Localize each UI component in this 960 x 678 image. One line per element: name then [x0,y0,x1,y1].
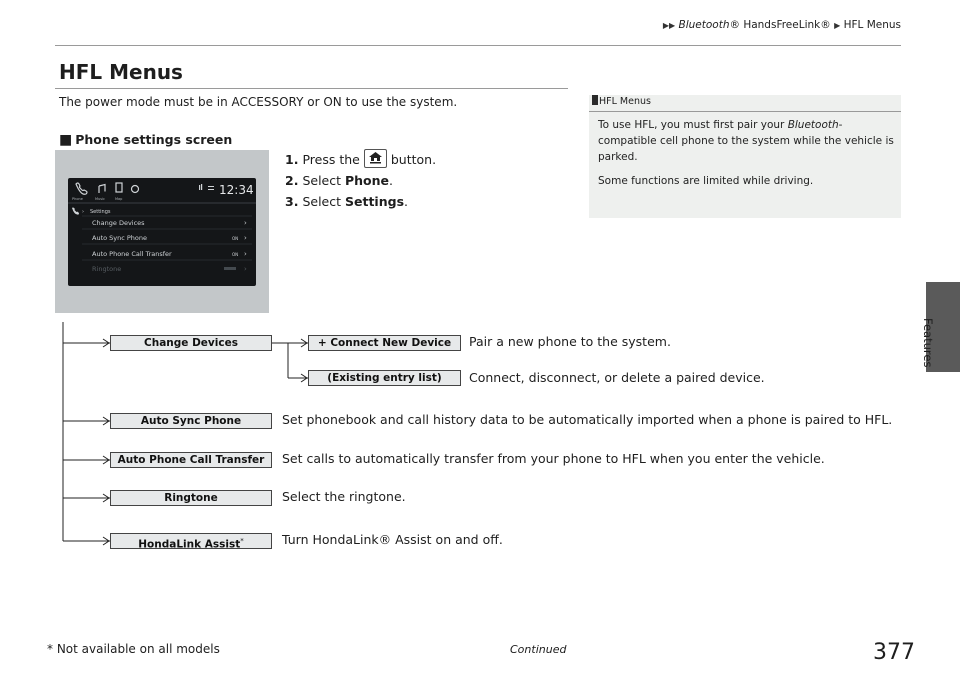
page-title: HFL Menus [59,60,183,84]
intro-text: The power mode must be in ACCESSORY or ON to use the system. [59,95,458,109]
auto-phone-call-transfer-desc: Set calls to automatically transfer from your phone to HFL when you enter the vehicle. [282,451,825,466]
step-number: 3. [285,194,299,209]
square-bullet-icon: ■ [59,132,73,148]
step-text: Select [302,194,342,209]
step-text: . [404,194,408,209]
connect-new-device-label: + Connect New Device [308,335,461,351]
hondalink-assist-desc: Turn HondaLink® Assist on and off. [282,532,503,547]
arrow-icon: ▶ [834,21,841,30]
existing-entry-list-desc: Connect, disconnect, or delete a paired device. [469,370,765,385]
screen-row-label: Auto Phone Call Transfer [92,250,172,258]
svg-text:›: › [244,250,247,258]
sidenote-paragraph-2: Some functions are limited while driving. [598,175,814,187]
sidenote-paragraph-1: To use HFL, you must first pair your Bluetooth-compatible cell phone to the system while the vehicle is parked. [598,119,894,163]
double-arrow-icon: ▶▶ [662,21,676,30]
screen-row-state: ON [232,252,239,257]
clock-text: 12:34 [219,183,254,197]
nav-label-music: Music [95,197,105,201]
existing-entry-list-label: (Existing entry list) [308,370,461,386]
sidenote-title-text: HFL Menus [599,96,651,107]
step-text: button. [390,152,437,167]
auto-sync-phone-desc: Set phonebook and call history data to be automatically imported when a phone is paired to HFL. [282,412,893,427]
breadcrumb-hfl-menus: HFL Menus [843,19,901,31]
svg-text:›: › [244,265,247,273]
hondalink-assist-label: HondaLink Assist* [110,533,272,549]
section-tab-label: Features [921,318,935,368]
ringtone-desc: Select the ringtone. [282,489,406,504]
auto-phone-call-transfer-label: Auto Phone Call Transfer [110,452,272,468]
section-heading-text: Phone settings screen [75,132,233,147]
screen-row-state: ON [232,236,239,241]
step-text: Select [302,173,342,188]
step-keyword: Settings [345,194,405,209]
svg-text:›: › [82,209,84,215]
screen-row-label: Auto Sync Phone [92,234,148,242]
change-devices-label: Change Devices [110,335,272,351]
step-text: . [389,173,394,188]
screen-header: Settings [90,209,111,215]
continued-label: Continued [510,643,567,656]
screen-row-label: Ringtone [92,265,122,273]
connect-new-device-desc: Pair a new phone to the system. [469,334,671,349]
svg-text:›: › [244,219,247,227]
screen-row-label: Change Devices [92,219,145,227]
auto-sync-phone-label: Auto Sync Phone [110,413,272,429]
breadcrumb-handsfreelink: ® HandsFreeLink® [729,19,831,31]
nav-label-phone: Phone [72,197,83,201]
step-keyword: Phone [345,173,390,188]
step-text: Press the [302,152,360,167]
page-number: 377 [873,640,915,665]
step-number: 1. [285,152,299,167]
ringtone-label: Ringtone [110,490,272,506]
footnote: * Not available on all models [47,642,220,656]
svg-text:›: › [244,234,247,242]
breadcrumb-bluetooth: Bluetooth [678,19,730,31]
step-number: 2. [285,173,299,188]
nav-label-map: Map [115,197,123,201]
